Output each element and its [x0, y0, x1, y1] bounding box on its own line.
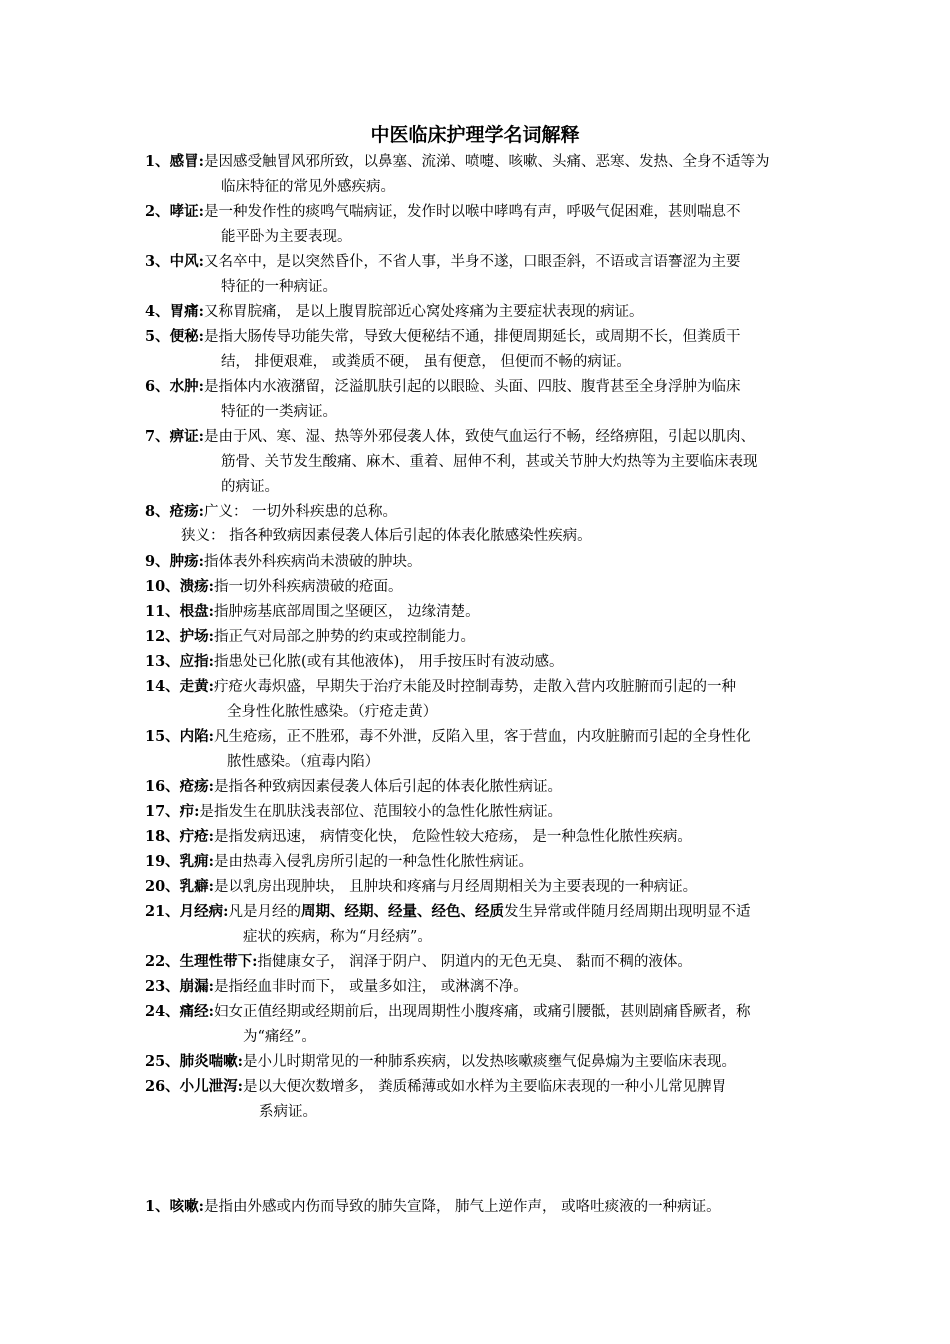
entry-term: 1、感冒:: [145, 153, 204, 170]
entry-text-cont: 临床特征的常见外感疾病。: [221, 179, 395, 195]
entry-2: [145, 199, 809, 250]
entry-text: 指一切外科疾病溃破的疮面。: [214, 579, 403, 595]
entry-24: [145, 999, 809, 1050]
page-title: 中医临床护理学名词解释: [370, 124, 580, 146]
entry-text-cont: 症状的疾病，称为“月经病”。: [243, 929, 432, 945]
entry-8-narrow-sense: 狭义： 指各种致病因素侵袭人体后引起的体表化脓感染性疾病。: [181, 528, 592, 544]
entry-6: [145, 374, 809, 425]
entry-14: [145, 674, 809, 725]
entry-13: [145, 649, 809, 675]
entry-text-cont: 能平卧为主要表现。: [221, 229, 352, 245]
entry-text: 凡生疮疡，正不胜邪，毒不外泄，反陷入里，客于营血，内攻脏腑而引起的全身性化: [214, 729, 751, 745]
entry-text: 指患处已化脓(或有其他液体)， 用手按压时有波动感。: [214, 654, 564, 670]
entry-term: 26、小儿泄泻:: [145, 1078, 244, 1095]
entry-10: [145, 574, 809, 600]
entry-term: 21、月经病:: [145, 903, 229, 920]
entry-text: 是指发生在肌肤浅表部位、范围较小的急性化脓性病证。: [199, 804, 563, 820]
entry-9: [145, 549, 809, 575]
entry-25: [145, 1049, 809, 1075]
entry-text-cont: 全身性化脓性感染。（疔疮走黄）: [227, 704, 438, 720]
entry-text: 是指经血非时而下， 或量多如注， 或淋漓不净。: [214, 979, 528, 995]
entry-text-cont: 结， 排便艰难， 或粪质不硬， 虽有便意， 但便而不畅的病证。: [221, 354, 631, 370]
entry-term: 22、生理性带下:: [145, 953, 258, 970]
entry-term: 14、走黄:: [145, 678, 215, 695]
entry-text: 是由于风、寒、湿、热等外邪侵袭人体，致使气血运行不畅，经络痹阻，引起以肌肉、: [203, 429, 755, 445]
entry-text-cont: 为“痛经”。: [243, 1029, 316, 1045]
entry-term: 7、痹证:: [145, 428, 204, 445]
entry-term: 16、疮疡:: [145, 778, 215, 795]
entry-text: 妇女正值经期或经期前后，出现周期性小腹疼痛，或痛引腰骶，甚则剧痛昏厥者，称: [214, 1004, 751, 1020]
entry-text: 是指发病迅速， 病情变化快， 危险性较大疮疡， 是一种急性化脓性疾病。: [214, 829, 692, 845]
entry-term: 25、肺炎喘嗽:: [145, 1053, 244, 1070]
entry-5: [145, 324, 809, 375]
entry-11: [145, 599, 809, 625]
entry-16: [145, 774, 809, 800]
entry-26: [145, 1074, 809, 1125]
entry-text: 是指体内水液潴留，泛溢肌肤引起的以眼睑、头面、四肢、腹背甚至全身浮肿为临床: [203, 379, 741, 395]
entry-text: 指正气对局部之肿势的约束或控制能力。: [214, 629, 476, 645]
entry-term: 10、溃疡:: [145, 578, 215, 595]
entry-term: 8、疮疡:: [145, 503, 204, 520]
entry-text-pre: 凡是月经的: [228, 904, 302, 920]
entry-text: 是以乳房出现肿块， 且肿块和疼痛与月经周期相关为主要表现的一种病证。: [214, 879, 698, 895]
entry-22: [145, 949, 809, 975]
entry-term: 24、痛经:: [145, 1003, 215, 1020]
entry-text-cont: 的病证。: [221, 479, 279, 495]
entry-term: 2、哮证:: [145, 203, 204, 220]
entry-term: 3、中风:: [145, 253, 204, 270]
entry-term: 11、根盘:: [145, 603, 215, 620]
entry-text: 又称胃脘痛， 是以上腹胃脘部近心窝处疼痛为主要症状表现的病证。: [203, 304, 644, 320]
entry-text: 是指由外感或内伤而导致的肺失宣降， 肺气上逆作声， 或咯吐痰液的一种病证。: [203, 1199, 721, 1215]
entry-text-emphasis: 周期、经期、经量、经色、经质: [301, 903, 505, 920]
entry-term: 15、内陷:: [145, 728, 215, 745]
entry-3: [145, 249, 809, 300]
entry-text: 是指大肠传导功能失常，导致大便秘结不通，排便周期延长，或周期不长，但粪质干: [203, 329, 741, 345]
entry-cough: [145, 1194, 809, 1220]
entry-21: [145, 899, 809, 950]
entry-text: 广义： 一切外科疾患的总称。: [203, 504, 398, 520]
entry-text: 是指各种致病因素侵袭人体后引起的体表化脓性病证。: [214, 779, 563, 795]
entry-term: 17、疖:: [145, 803, 200, 820]
entry-text: 指肿疡基底部周围之坚硬区， 边缘清楚。: [214, 604, 480, 620]
entry-term: 13、应指:: [145, 653, 215, 670]
entry-text-post: 发生异常或伴随月经周期出现明显不适: [504, 904, 751, 920]
entry-text-cont: 筋骨、关节发生酸痛、麻木、重着、屈伸不利，甚或关节肿大灼热等为主要临床表现: [221, 454, 758, 470]
entry-term: 23、崩漏:: [145, 978, 215, 995]
entry-text: 指健康女子， 润泽于阴户、 阴道内的无色无臭、 黏而不稠的液体。: [257, 954, 692, 970]
entry-term: 1、咳嗽:: [145, 1198, 204, 1215]
entry-text: 指体表外科疾病尚未溃破的肿块。: [203, 554, 422, 570]
entry-term: 19、乳痈:: [145, 853, 215, 870]
entry-7: [145, 424, 809, 500]
entry-19: [145, 849, 809, 875]
entry-term: 18、疔疮:: [145, 828, 215, 845]
entry-18: [145, 824, 809, 850]
entry-text: 是以大便次数增多， 粪质稀薄或如水样为主要临床表现的一种小儿常见脾胃: [243, 1079, 727, 1095]
entry-term: 12、护场:: [145, 628, 215, 645]
entry-text: 又名卒中，是以突然昏仆，不省人事，半身不遂，口眼歪斜，不语或言语謇涩为主要: [203, 254, 741, 270]
entry-23: [145, 974, 809, 1000]
entry-text: 是一种发作性的痰鸣气喘病证，发作时以喉中哮鸣有声，呼吸气促困难，甚则喘息不: [203, 204, 741, 220]
entry-text: 是小儿时期常见的一种肺系疾病，以发热咳嗽痰壅气促鼻煽为主要临床表现。: [243, 1054, 737, 1070]
entry-term: 4、胃痛:: [145, 303, 204, 320]
entry-text: 是由热毒入侵乳房所引起的一种急性化脓性病证。: [214, 854, 534, 870]
entry-text: 疔疮火毒炽盛，早期失于治疗未能及时控制毒势，走散入营内攻脏腑而引起的一种: [214, 679, 737, 695]
entry-text-cont: 脓性感染。（疽毒内陷）: [227, 754, 380, 770]
entry-20: [145, 874, 809, 900]
entry-17: [145, 799, 809, 825]
entry-12: [145, 624, 809, 650]
entry-8: [145, 499, 809, 525]
entry-1: [145, 149, 809, 200]
entry-15: [145, 724, 809, 775]
entry-text-cont: 系病证。: [259, 1104, 317, 1120]
entry-text-cont: 特征的一类病证。: [221, 404, 337, 420]
entry-term: 20、乳癖:: [145, 878, 215, 895]
entry-term: 9、肿疡:: [145, 553, 204, 570]
entry-term: 6、水肿:: [145, 378, 204, 395]
entry-term: 5、便秘:: [145, 328, 204, 345]
entry-text: 是因感受触冒风邪所致，以鼻塞、流涕、喷嚏、咳嗽、头痛、恶寒、发热、全身不适等为: [203, 154, 770, 170]
entry-4: [145, 299, 809, 325]
entry-text-cont: 特征的一种病证。: [221, 279, 337, 295]
